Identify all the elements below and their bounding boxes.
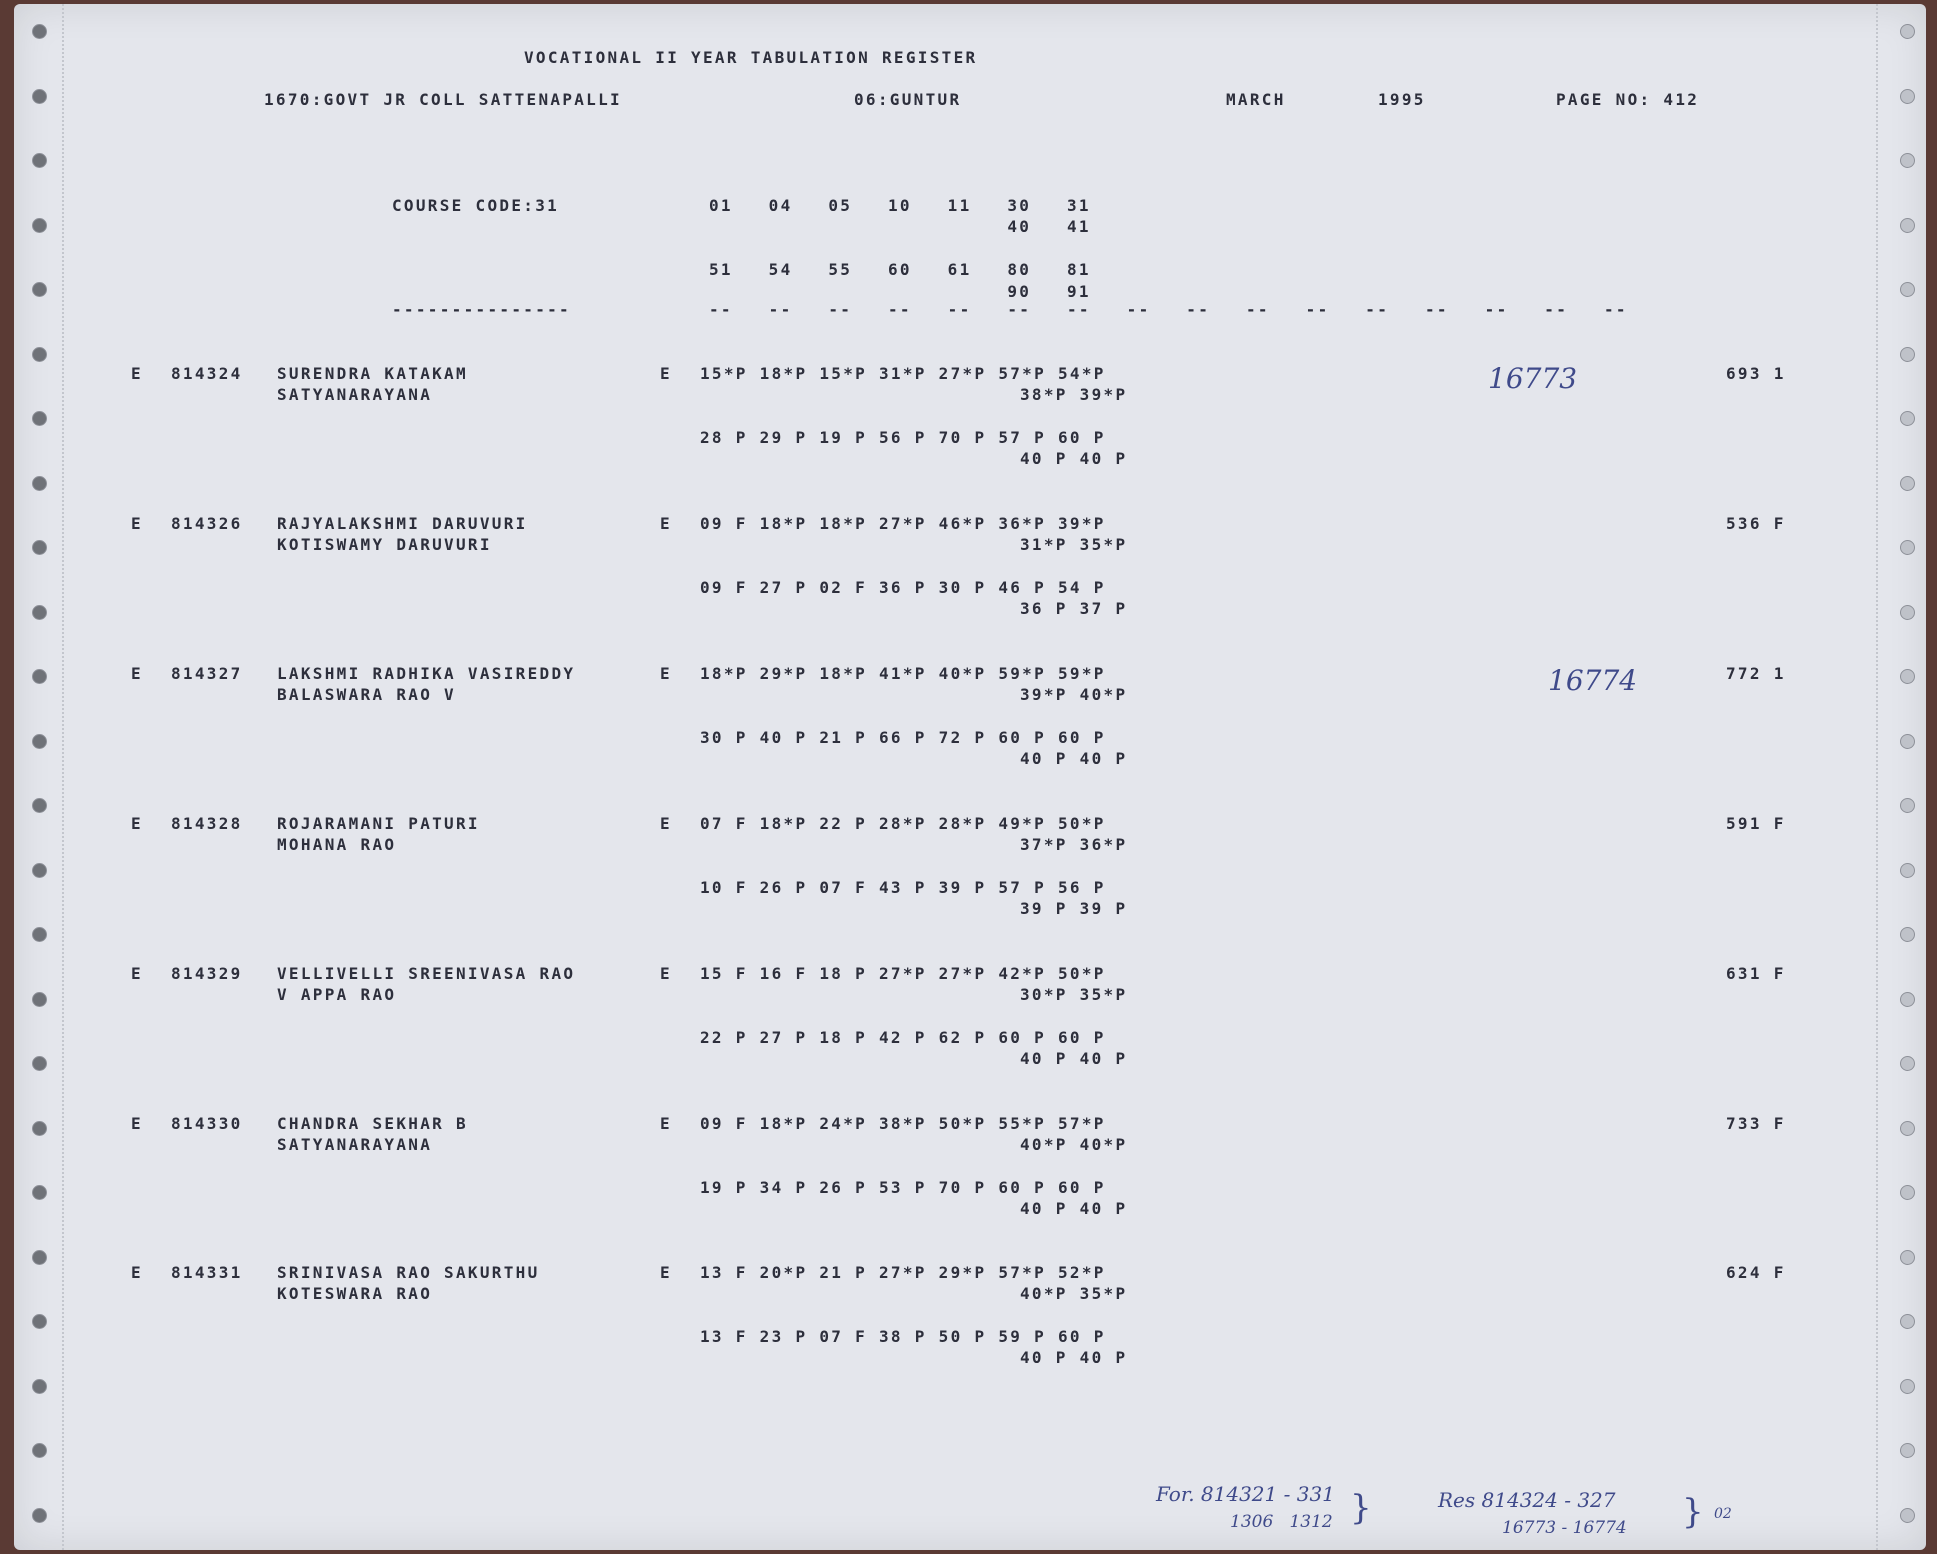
course-code: COURSE CODE:31 [392,196,560,215]
sprocket-hole [1900,1508,1915,1523]
marks-line-2b: 39 P 39 P [1020,899,1128,918]
marks-line-1: 09 F 18*P 24*P 38*P 50*P 55*P 57*P [700,1114,1106,1133]
marks-line-2b: 40 P 40 P [1020,449,1128,468]
sprocket-hole [32,1443,47,1458]
course-underline: --------------- [392,300,571,319]
marks-line-2: 09 F 27 P 02 F 36 P 30 P 46 P 54 P [700,578,1106,597]
total-result: 591 F [1726,814,1786,833]
brace-mark: } [1350,1488,1372,1528]
total-result: 536 F [1726,514,1786,533]
roll-number: 814328 [171,814,243,833]
marks-line-2b: 36 P 37 P [1020,599,1128,618]
sprocket-hole [1900,347,1915,362]
marks-line-1: 09 F 18*P 18*P 27*P 46*P 36*P 39*P [700,514,1106,533]
roll-number: 814331 [171,1263,243,1282]
student-name: ROJARAMANI PATURI [277,814,480,833]
student-name: RAJYALAKSHMI DARUVURI [277,514,528,533]
father-name: SATYANARAYANA [277,1135,433,1154]
student-name: CHANDRA SEKHAR B [277,1114,468,1133]
student-record [14,964,1926,1104]
marks-line-2b: 40 P 40 P [1020,1049,1128,1068]
marks-line-2: 22 P 27 P 18 P 42 P 62 P 60 P 60 P [700,1028,1106,1047]
sprocket-hole [32,347,47,362]
sprocket-hole [32,89,47,104]
marks-line-2: 13 F 23 P 07 F 38 P 50 P 59 P 60 P [700,1327,1106,1346]
sprocket-hole [1900,282,1915,297]
sprocket-hole [1900,153,1915,168]
marks-line-1b: 37*P 36*P [1020,835,1128,854]
student-record [14,664,1926,804]
marks-line-1b: 38*P 39*P [1020,385,1128,404]
stream-code: E [131,364,143,383]
college-name: 1670:GOVT JR COLL SATTENAPALLI [264,90,622,109]
student-name: SRINIVASA RAO SAKURTHU [277,1263,540,1282]
marks-line-2b: 40 P 40 P [1020,749,1128,768]
footnote-line: 16773 - 16774 [1502,1518,1627,1538]
marks-line-1b: 30*P 35*P [1020,985,1128,1004]
footnote-line: Res 814324 - 327 [1438,1488,1616,1512]
handwritten-serial: 16774 [1548,664,1638,697]
sprocket-hole [1900,1443,1915,1458]
student-record [14,1263,1926,1403]
father-name: SATYANARAYANA [277,385,433,404]
marks-line-2: 10 F 26 P 07 F 43 P 39 P 57 P 56 P [700,878,1106,897]
sprocket-hole [32,153,47,168]
student-name: LAKSHMI RADHIKA VASIREDDY [277,664,576,683]
footnote-line: 1306 1312 [1230,1512,1333,1532]
marks-line-1: 07 F 18*P 22 P 28*P 28*P 49*P 50*P [700,814,1106,833]
marks-line-1: 18*P 29*P 18*P 41*P 40*P 59*P 59*P [700,664,1106,683]
marks-line-1: 15*P 18*P 15*P 31*P 27*P 57*P 54*P [700,364,1106,383]
marks-line-2: 30 P 40 P 21 P 66 P 72 P 60 P 60 P [700,728,1106,747]
total-result: 733 F [1726,1114,1786,1133]
stream-code: E [131,814,143,833]
father-name: KOTESWARA RAO [277,1284,433,1303]
father-name: MOHANA RAO [277,835,397,854]
sprocket-hole [32,282,47,297]
subject-codes-row-1b: 40 41 [709,217,1091,236]
medium-code: E [660,814,672,833]
footnote-mark: 02 [1714,1506,1732,1522]
total-result: 631 F [1726,964,1786,983]
father-name: V APPA RAO [277,985,397,1004]
student-name: SURENDRA KATAKAM [277,364,468,383]
student-record [14,514,1926,654]
medium-code: E [660,514,672,533]
medium-code: E [660,1263,672,1282]
father-name: BALASWARA RAO V [277,685,456,704]
marks-line-2: 28 P 29 P 19 P 56 P 70 P 57 P 60 P [700,428,1106,447]
sprocket-hole [1900,218,1915,233]
marks-line-2b: 40 P 40 P [1020,1199,1128,1218]
roll-number: 814329 [171,964,243,983]
marks-line-1b: 40*P 40*P [1020,1135,1128,1154]
sprocket-hole [32,1508,47,1523]
stream-code: E [131,1114,143,1133]
subject-codes-row-2: 51 54 55 60 61 80 81 [709,260,1091,279]
column-dashes: -- -- -- -- -- -- -- -- -- -- -- -- -- -- -- -- [709,300,1628,319]
subject-codes-row-2b: 90 91 [709,282,1091,301]
marks-line-1b: 40*P 35*P [1020,1284,1128,1303]
register-title: VOCATIONAL II YEAR TABULATION REGISTER [524,48,978,67]
stream-code: E [131,1263,143,1282]
medium-code: E [660,364,672,383]
total-result: 772 1 [1726,664,1786,683]
handwritten-serial: 16773 [1488,362,1578,395]
total-result: 693 1 [1726,364,1786,383]
medium-code: E [660,1114,672,1133]
student-record [14,364,1926,504]
student-record [14,1114,1926,1254]
sprocket-hole [1900,89,1915,104]
student-name: VELLIVELLI SREENIVASA RAO [277,964,576,983]
roll-number: 814327 [171,664,243,683]
subject-codes-row-1: 01 04 05 10 11 30 31 [709,196,1091,215]
roll-number: 814324 [171,364,243,383]
medium-code: E [660,964,672,983]
district-name: 06:GUNTUR [854,90,962,109]
roll-number: 814330 [171,1114,243,1133]
stream-code: E [131,664,143,683]
exam-month: MARCH [1226,90,1286,109]
marks-line-2: 19 P 34 P 26 P 53 P 70 P 60 P 60 P [700,1178,1106,1197]
stream-code: E [131,514,143,533]
marks-line-1: 13 F 20*P 21 P 27*P 29*P 57*P 52*P [700,1263,1106,1282]
brace-mark: } [1682,1492,1704,1532]
exam-year: 1995 [1378,90,1426,109]
marks-line-1: 15 F 16 F 18 P 27*P 27*P 42*P 50*P [700,964,1106,983]
register-sheet [14,4,1926,1550]
sprocket-hole [32,24,47,39]
footnote-line: For. 814321 - 331 [1156,1482,1335,1506]
marks-line-2b: 40 P 40 P [1020,1348,1128,1367]
sprocket-hole [1900,24,1915,39]
sprocket-hole [32,218,47,233]
roll-number: 814326 [171,514,243,533]
student-record [14,814,1926,954]
father-name: KOTISWAMY DARUVURI [277,535,492,554]
marks-line-1b: 39*P 40*P [1020,685,1128,704]
total-result: 624 F [1726,1263,1786,1282]
medium-code: E [660,664,672,683]
page-number: PAGE NO: 412 [1556,90,1700,109]
stream-code: E [131,964,143,983]
marks-line-1b: 31*P 35*P [1020,535,1128,554]
